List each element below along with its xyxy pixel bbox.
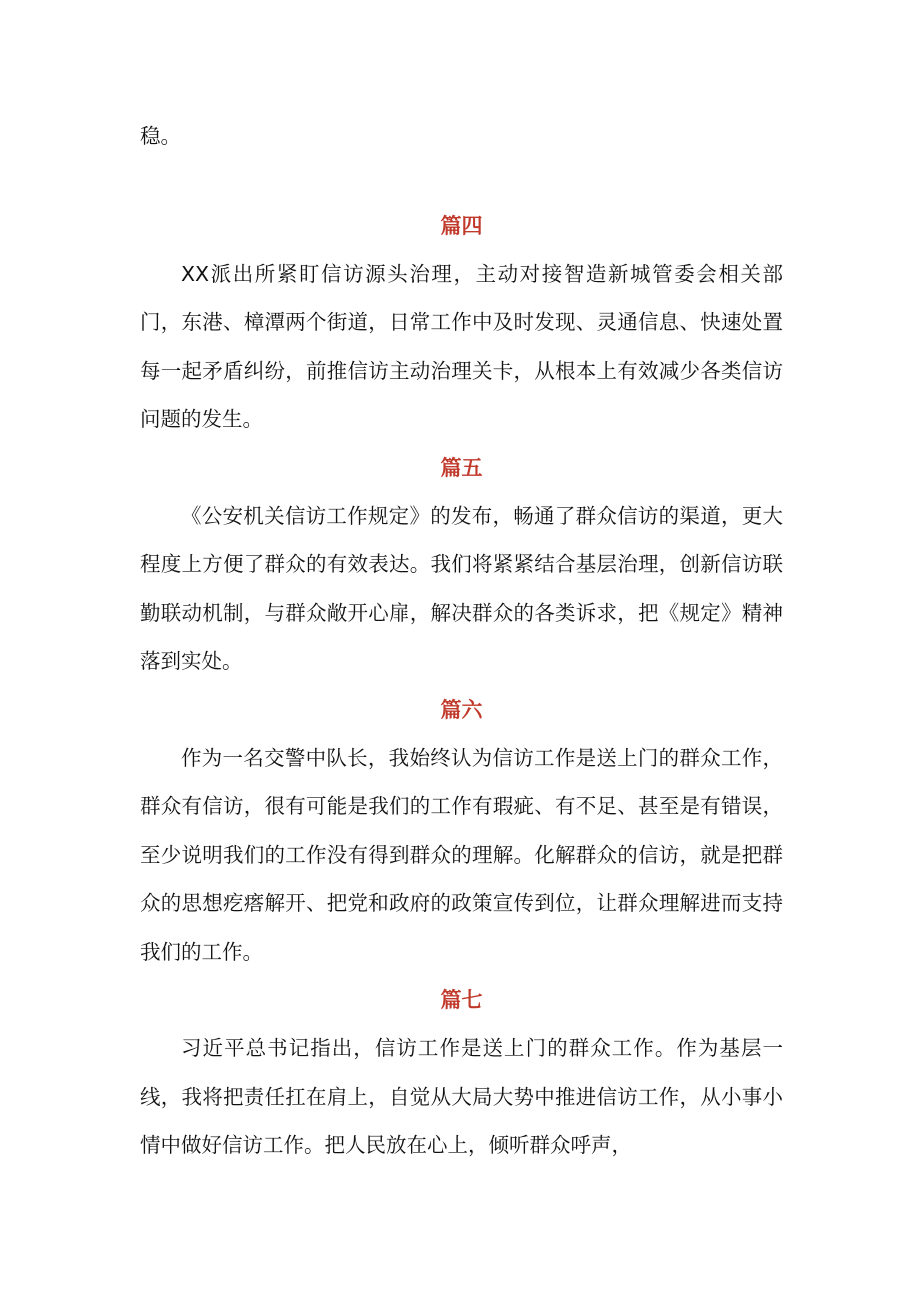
section-paragraph: XX派出所紧盯信访源头治理，主动对接智造新城管委会相关部门，东港、樟潭两个街道，日常工作中及时发现、灵通信息、快速处置每一起矛盾纠纷，前推信访主动治理关卡，从根本上有效减少各类信访问题的发生。 bbox=[140, 261, 783, 431]
section-6 bbox=[140, 686, 783, 977]
section-heading: 篇六 bbox=[440, 697, 483, 722]
section-5 bbox=[140, 444, 783, 686]
section-heading: 篇四 bbox=[440, 213, 483, 238]
document-body bbox=[140, 112, 783, 1170]
section-4 bbox=[140, 202, 783, 444]
section-spacer bbox=[140, 161, 783, 202]
section-heading: 篇七 bbox=[440, 988, 483, 1012]
carryover-paragraph: 稳。 bbox=[140, 124, 181, 148]
section-paragraph: 《公安机关信访工作规定》的发布，畅通了群众信访的渠道，更大程度上方便了群众的有效表达。我们将紧紧结合基层治理，创新信访联勤联动机制，与群众敞开心扉，解决群众的各类诉求，把《规定》精神落到实处。 bbox=[140, 503, 783, 673]
section-7 bbox=[140, 976, 783, 1170]
section-paragraph: 习近平总书记指出，信访工作是送上门的群众工作。作为基层一线，我将把责任扛在肩上，自觉从大局大势中推进信访工作，从小事小情中做好信访工作。把人民放在心上，倾听群众呼声， bbox=[140, 1036, 783, 1157]
section-paragraph: 作为一名交警中队长，我始终认为信访工作是送上门的群众工作，群众有信访，很有可能是我们的工作有瑕疵、有不足、甚至是有错误，至少说明我们的工作没有得到群众的理解。化解群众的信访，就是把群众的思想疙瘩解开、把党和政府的政策宣传到位，让群众理解进而支持我们的工作。 bbox=[140, 745, 783, 964]
section-heading: 篇五 bbox=[440, 455, 483, 480]
